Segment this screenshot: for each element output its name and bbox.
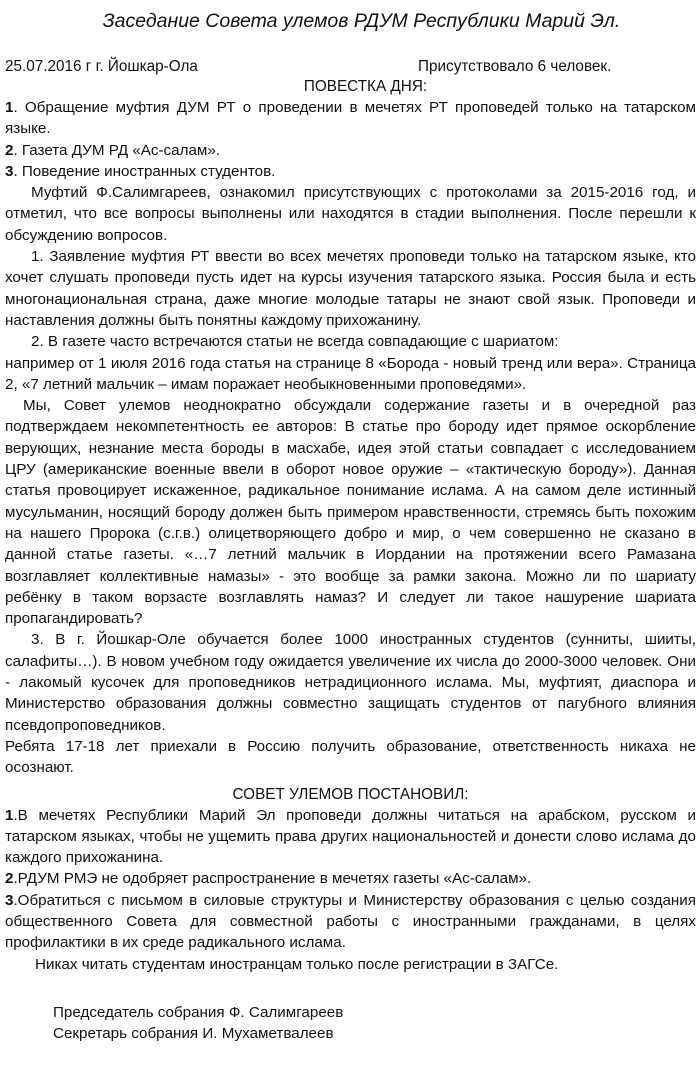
decision-item-text: .РДУМ РМЭ не одобряет распространение в мечетях газеты «Ас-салам». — [13, 870, 532, 888]
decree-heading: СОВЕТ УЛЕМОВ ПОСТАНОВИЛ: — [232, 785, 469, 803]
discussion-item-1: 1. Заявление муфтия РТ ввести во всех мечетях проповеди только на татарском языке, кто хочет слушать проповеди пусть идет на курсы изучения татарского языка. Россия была и есть многонациональная страна, даже многие молодые татары не знают свой язык. Проповеди и наставления должны быть понятны каждому прихожанину. — [5, 248, 696, 329]
agenda-item-text: . Обращение муфтия ДУМ РТ о проведении в мечетях РТ проповедей только на татарском языке. — [5, 99, 696, 138]
closing-note: Никах читать студентам иностранцам только после регистрации в ЗАГСе. — [35, 955, 559, 973]
discussion-item-2-text: например от 1 июля 2016 года статья на странице 8 «Борода - новый тренд или вера». Страница 2, «7 летний мальчик – имам поражает необыкновенными проповедями». — [5, 354, 696, 393]
secretary-signature: Секретарь собрания И. Мухаметвалеев — [53, 1024, 334, 1042]
decision-item — [5, 890, 696, 954]
agenda-item-number: 1 — [5, 99, 14, 116]
signatures — [5, 1002, 696, 1044]
discussion-item-2-lead: 2. В газете часто встречаются статьи не всегда совпадающие с шариатом: — [31, 333, 559, 351]
decision-item-number: 2 — [5, 870, 14, 888]
intro-paragraph: Муфтий Ф.Салимгареев, ознакомил присутствующих с протоколами за 2015-2016 год, и отметил, что все вопросы выполнены или находятся в стадии выполнения. После перешли к обсуждению вопросов. — [5, 184, 696, 244]
agenda-item-text: . Газета ДУМ РД «Ас-салам». — [13, 141, 221, 159]
document-title: Заседание Совета улемов РДУМ Республики Марий Эл. — [102, 10, 621, 32]
discussion-item-3-paragraph: Ребята 17-18 лет приехали в Россию получить образование, ответственность никаха не осознают. — [5, 737, 696, 777]
agenda-item-number: 3 — [5, 162, 14, 180]
discussion-item-2-paragraph: Мы, Совет улемов неоднократно обсуждали содержание газеты и в очередной раз подтверждаем некомпетентность ее авторов: В статье про бороду идет прямое оскорбление верующих, незнание места бороды в масхабе, идея этой статьи совпадает с исследованием ЦРУ (американские военные ввели в оборот новое оружие – «тактическую бороду»). Данная статья провоцирует искаженное, радикальное понимание ислама. А на самом деле истинный мусульманин, носящий бороду должен быть примером нравственности, стремясь быть похожим на нашего Пророка (с.г.в.) олицетворяющего добро и мир, о чем совершенно не сказано в данной статье газеты. «…7 летний мальчик в Иордании на протяжении всего Рамазана возглавляет коллективные намазы» - это вообще за рамки закона. Можно ли по шариату ребёнку в таком ворзасте возглавлять намаз? И следует ли такое нашурение шариата пропагандировать? — [5, 397, 696, 628]
discussion-item-3: 3. В г. Йошкар-Оле обучается более 1000 иностранных студентов (сунниты, шииты, салафиты…). В новом учебном году ожидается увеличение их числа до 2000-3000 человек. Они - лакомый кусочек для проповедников нетрадиционного ислама. Мы, муфтият, диаспора и Министерство образования должны совместно защищать студентов от пагубного влияния псевдопроповедников. — [5, 631, 696, 734]
agenda-item — [5, 161, 696, 182]
decision-item — [5, 868, 696, 889]
agenda-heading: ПОВЕСТКА ДНЯ: — [303, 78, 428, 95]
agenda-item — [5, 97, 696, 140]
decision-item-text: .В мечетях Республики Марий Эл проповеди должны читаться на арабском, русском и татарском языках, чтобы не ущемить права других национальностей и донести слово ислама до каждого прихожанина. — [5, 806, 696, 867]
agenda-item-number: 2 — [5, 141, 14, 159]
chair-signature: Председатель собрания Ф. Салимгареев — [53, 1003, 344, 1021]
decision-item-text: .Обратиться с письмом в силовые структуры и Министерству образования с целью создания общественного Совета для совместной работы с иностранными гражданами, в целях профилактики в их среде радикального ислама. — [5, 891, 696, 952]
decision-item-number: 3 — [5, 891, 14, 909]
agenda-item-text: . Поведение иностранных студентов. — [13, 162, 276, 180]
attendance: Присутствовало 6 человек. — [418, 58, 612, 75]
meta-row — [5, 57, 696, 77]
document-body — [5, 97, 696, 975]
date-place: 25.07.2016 г г. Йошкар-Ола — [5, 58, 198, 75]
agenda-item — [5, 140, 696, 161]
decision-item — [5, 805, 696, 869]
decision-item-number: 1 — [5, 806, 14, 824]
